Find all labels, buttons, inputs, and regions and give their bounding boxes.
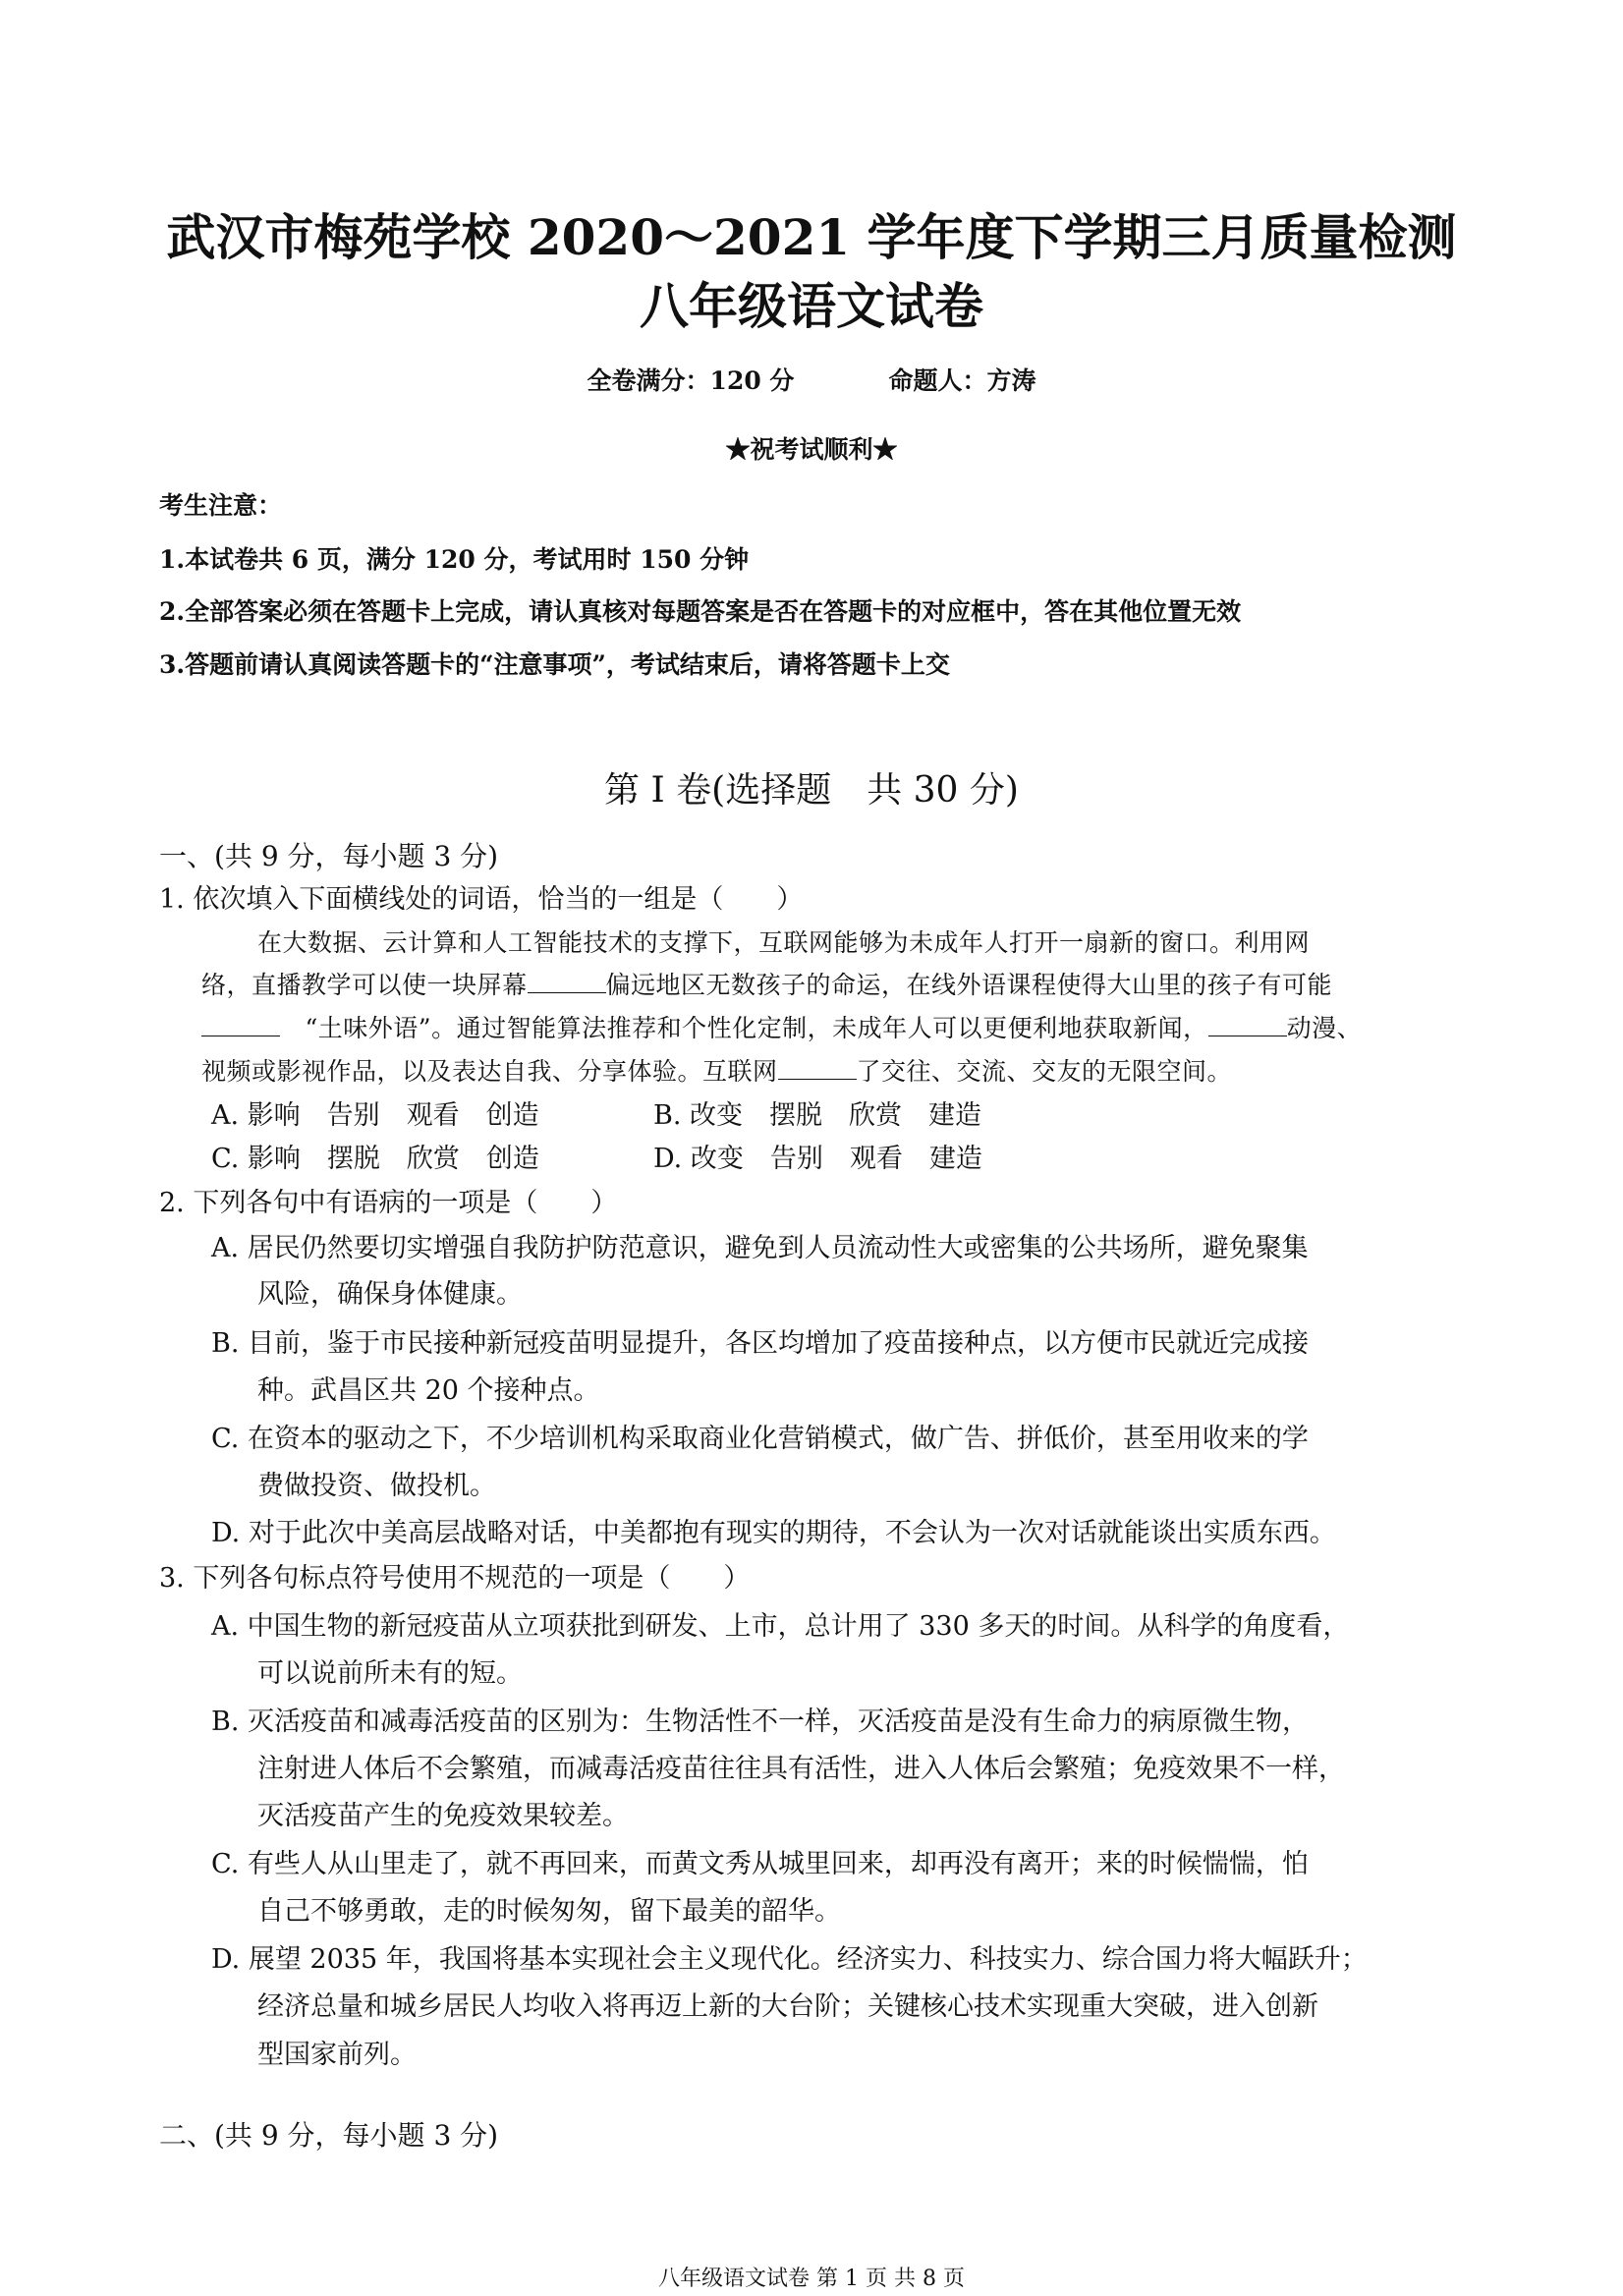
question-stem: 1. 依次填入下面横线处的词语，恰当的一组是（ ） xyxy=(159,884,804,915)
notice-heading: 考生注意： xyxy=(159,491,283,520)
option-c-cont: 费做投资、做投机。 xyxy=(257,1471,496,1501)
page-footer: 八年级语文试卷 第 1 页 共 8 页 xyxy=(658,2267,965,2291)
option-d: D. 对于此次中美高层战略对话，中美都抱有现实的期待，不会认为一次对话就能谈出实质东西。 xyxy=(211,1518,1336,1548)
option-a-cont: 可以说前所未有的短。 xyxy=(257,1658,523,1689)
option-c: C. 有些人从山里走了，就不再回来，而黄文秀从城里回来，却再没有离开；来的时候惴惴，怕 xyxy=(211,1849,1309,1879)
option-b: B. 目前，鉴于市民接种新冠疫苗明显提升，各区均增加了疫苗接种点，以方便市民就近完成接 xyxy=(211,1328,1310,1359)
option-c: C. 在资本的驱动之下，不少培训机构采取商业化营销模式，做广告、拼低价，甚至用收来的学 xyxy=(211,1424,1309,1454)
option-a-cont: 风险，确保身体健康。 xyxy=(257,1279,523,1310)
option-a: A. 中国生物的新冠疫苗从立项获批到研发、上市，总计用了 330 多天的时间。从科学的角度看， xyxy=(211,1611,1350,1642)
option-c-cont: 自己不够勇敢，走的时候匆匆，留下最美的韶华。 xyxy=(257,1896,841,1927)
option-b-cont: 种。武昌区共 20 个接种点。 xyxy=(257,1375,600,1406)
option-b-cont: 灭活疫苗产生的免疫效果较差。 xyxy=(257,1801,629,1831)
passage-line: 视频或影视作品，以及表达自我、分享体验。互联网 了交往、交流、交友的无限空间。 xyxy=(201,1057,1233,1086)
section-title: 第 I 卷(选择题 共 30 分) xyxy=(604,770,1019,811)
fill-blank xyxy=(201,1014,280,1036)
option-b: B. 灭活疫苗和减毒活疫苗的区别为：生物活性不一样，灭活疫苗是没有生命力的病原微生物， xyxy=(211,1707,1310,1737)
fill-blank xyxy=(778,1057,857,1080)
fill-blank xyxy=(528,971,606,993)
option-a: A. 影响 告别 观看 创造 xyxy=(211,1100,539,1131)
notice-item: 1.本试卷共 6 页，满分 120 分，考试用时 150 分钟 xyxy=(159,545,750,574)
option-b: B. 改变 摆脱 欣赏 建造 xyxy=(653,1100,982,1131)
fill-blank xyxy=(1208,1014,1287,1036)
option-d: D. 改变 告别 观看 建造 xyxy=(653,1144,982,1174)
option-d-cont: 型国家前列。 xyxy=(257,2040,417,2070)
exam-title: 武汉市梅苑学校 2020～2021 学年度下学期三月质量检测 xyxy=(166,208,1457,266)
good-luck-banner: ★祝考试顺利★ xyxy=(725,435,898,464)
option-row xyxy=(211,1137,982,1175)
exam-subtitle: 八年级语文试卷 xyxy=(640,277,983,335)
option-row xyxy=(211,1093,981,1132)
notice-item: 2.全部答案必须在答题卡上完成，请认真核对每题答案是否在答题卡的对应框中，答在其他位置无效 xyxy=(159,597,1242,626)
option-b-cont: 注射进人体后不会繁殖，而减毒活疫苗往往具有活性，进入人体后会繁殖；免疫效果不一样， xyxy=(257,1754,1345,1784)
notice-item: 3.答题前请认真阅读答题卡的“注意事项”，考试结束后，请将答题卡上交 xyxy=(159,650,950,679)
question-stem: 3. 下列各句标点符号使用不规范的一项是（ ） xyxy=(159,1563,751,1594)
option-d-cont: 经济总量和城乡居民人均收入将再迈上新的大台阶；关键核心技术实现重大突破，进入创新 xyxy=(257,1991,1318,2022)
part-heading: 一、(共 9 分，每小题 3 分) xyxy=(159,840,499,872)
passage-line: “土味外语”。通过智能算法推荐和个性化定制，未成年人可以更便利地获取新闻， 动漫、 xyxy=(201,1009,1362,1044)
author: 命题人：方涛 xyxy=(888,366,1036,395)
passage-line: 在大数据、云计算和人工智能技术的支撑下，互联网能够为未成年人打开一扇新的窗口。利用网 xyxy=(257,928,1311,957)
option-d: D. 展望 2035 年，我国将基本实现社会主义现代化。经济实力、科技实力、综合国力将大幅跃升； xyxy=(211,1944,1368,1975)
part-heading: 二、(共 9 分，每小题 3 分) xyxy=(159,2119,499,2152)
option-c: C. 影响 摆脱 欣赏 创造 xyxy=(211,1144,539,1174)
question-stem: 2. 下列各句中有语病的一项是（ ） xyxy=(159,1188,618,1218)
exam-meta xyxy=(0,362,1623,397)
passage-line: 络，直播教学可以使一块屏幕 偏远地区无数孩子的命运，在线外语课程使得大山里的孩子有可能 xyxy=(201,971,1333,999)
option-a: A. 居民仍然要切实增强自我防护防范意识，避免到人员流动性大或密集的公共场所，避免聚集 xyxy=(211,1233,1309,1263)
full-score: 全卷满分：120 分 xyxy=(587,366,795,395)
